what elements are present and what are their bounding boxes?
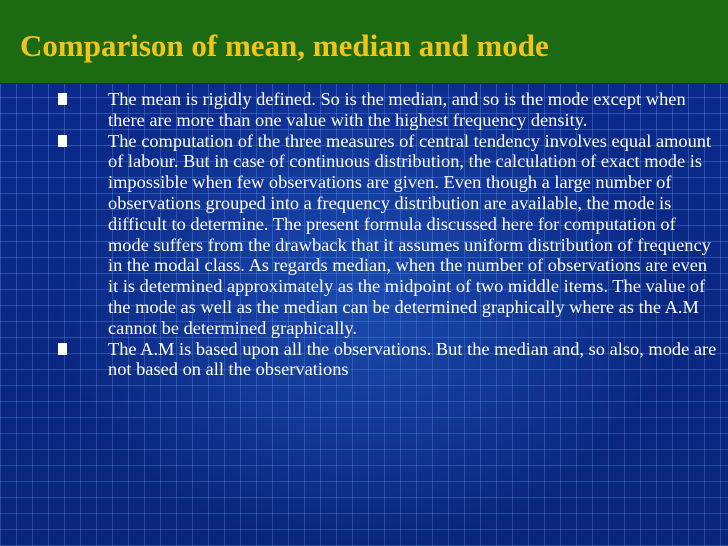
- bullet-item: [0, 89, 728, 131]
- title-bar: [0, 0, 728, 84]
- slide-title: Comparison of mean, median and mode: [20, 28, 549, 63]
- bullet-text: The computation of the three measures of central tendency involves equal amount of labour. But in case of continuous distribution, the calculation of exact mode is impossible when few observations are given. Even though a large number of observations grouped into a frequency distribution are available, the mode is difficult to determine. The present formula discussed here for computation of mode suffers from the drawback that it assumes uniform distribution of frequency in the modal class. As regards median, when the number of observations are even it is determined approximately as the midpoint of two middle items. The value of the mode as well as the median can be determined graphically where as the A.M cannot be determined graphically.: [108, 130, 712, 338]
- square-bullet-icon: [58, 343, 67, 355]
- bullet-list: [0, 89, 728, 380]
- square-bullet-icon: [58, 135, 67, 147]
- square-bullet-icon: [58, 93, 67, 105]
- bullet-item: [0, 131, 728, 339]
- bullet-text: The A.M is based upon all the observations. But the median and, so also, mode are not based on all the observations: [108, 338, 717, 380]
- bullet-text: The mean is rigidly defined. So is the median, and so is the mode except when there are more than one value with the highest frequency density.: [108, 89, 686, 130]
- bullet-item: [0, 339, 728, 381]
